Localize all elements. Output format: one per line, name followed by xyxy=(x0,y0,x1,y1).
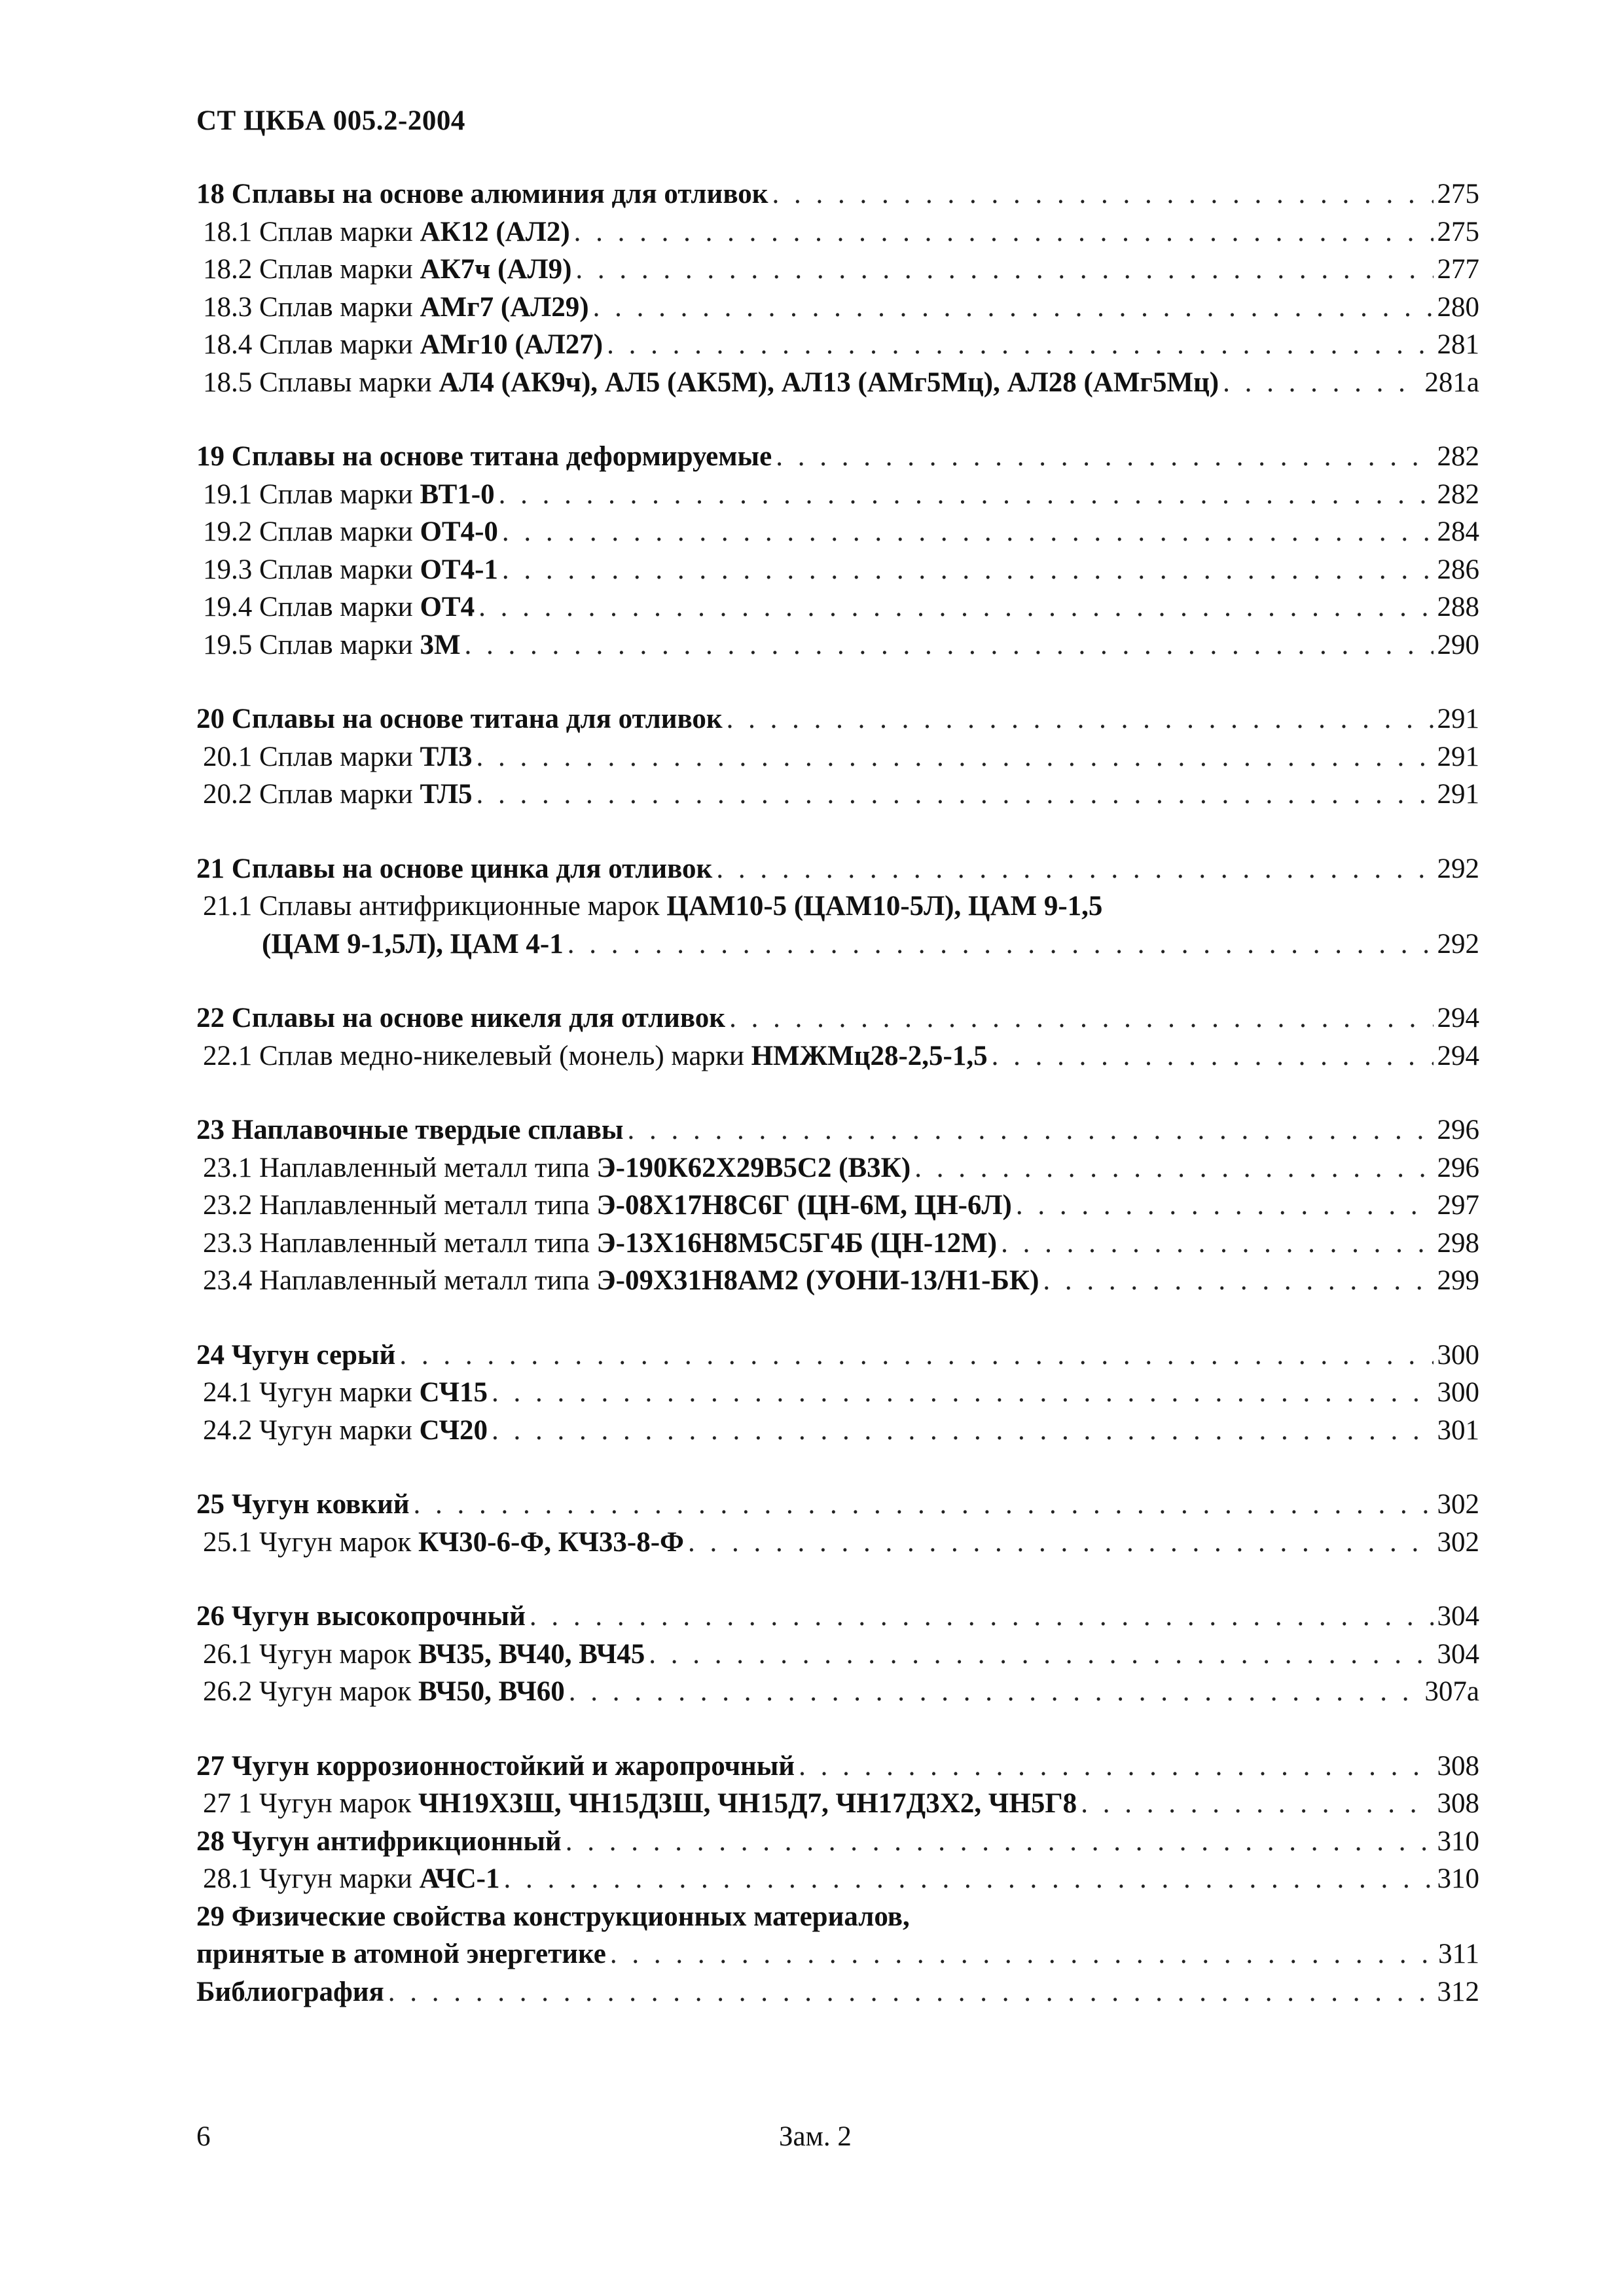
toc-page-number: 294 xyxy=(1437,1003,1479,1033)
toc-entry-title xyxy=(203,888,1102,925)
dot-leader xyxy=(503,1860,1433,1898)
toc-entry-title xyxy=(196,1598,526,1636)
dot-leader xyxy=(477,738,1434,776)
toc-page-number: 281 xyxy=(1437,329,1479,360)
toc-entry-prefix: 27 1 Чугун марок xyxy=(203,1788,418,1819)
toc-entry-prefix: 24.1 Чугун марки xyxy=(203,1377,420,1408)
toc-entry-prefix: 18.2 Сплав марки xyxy=(203,254,420,285)
toc-entry-title xyxy=(203,1374,488,1412)
toc-entry-title xyxy=(203,326,603,364)
toc-page-number: 304 xyxy=(1437,1638,1479,1670)
toc-entry-grade: Э-09Х31Н8АМ2 (УОНИ-13/Н1-БК) xyxy=(596,1265,1039,1296)
toc-entry xyxy=(196,588,1479,626)
toc-entry-prefix: 20.1 Сплав марки xyxy=(203,741,420,772)
document-code-header: СТ ЦКБА 005.2-2004 xyxy=(196,105,465,136)
toc-entry-prefix: 22.1 Сплав медно-никелевый (монель) марки xyxy=(203,1040,751,1071)
toc-page-number: 292 xyxy=(1437,853,1479,884)
toc-entry-title xyxy=(196,1935,606,1973)
toc-page-number: 282 xyxy=(1437,441,1479,472)
toc-entry xyxy=(196,1524,1479,1562)
toc-heading xyxy=(196,700,1479,738)
dot-leader xyxy=(575,251,1433,289)
toc-entry-prefix: 19.3 Сплав марки xyxy=(203,554,420,585)
toc-page-number: 308 xyxy=(1437,1788,1479,1819)
dot-leader xyxy=(727,700,1434,738)
toc-entry-prefix: 26.1 Чугун марок xyxy=(203,1638,418,1670)
dot-leader xyxy=(574,213,1434,251)
toc-entry xyxy=(196,888,1479,925)
dot-leader xyxy=(569,1673,1421,1711)
toc-page-number: 296 xyxy=(1437,1115,1479,1145)
toc-entry-grade: 19 Сплавы на основе титана деформируемые xyxy=(196,441,772,472)
toc-page-number: 299 xyxy=(1437,1265,1479,1296)
toc-entry-prefix: 23.1 Наплавленный металл типа xyxy=(203,1152,597,1183)
toc-entry-grade: АК7ч (АЛ9) xyxy=(420,254,572,285)
toc-entry-grade: ВЧ50, ВЧ60 xyxy=(418,1676,565,1707)
toc-entry-title xyxy=(196,175,768,213)
toc-entry xyxy=(196,738,1479,776)
toc-entry-title xyxy=(203,513,498,551)
toc-entry-grade: (ЦАМ 9-1,5Л), ЦАМ 4-1 xyxy=(262,928,564,960)
toc-entry-prefix: 26.2 Чугун марок xyxy=(203,1676,418,1707)
toc-entry-prefix: 19.5 Сплав марки xyxy=(203,629,420,660)
toc-entry xyxy=(196,1673,1479,1711)
toc-page-number: 300 xyxy=(1437,1339,1479,1371)
toc-heading xyxy=(196,1486,1479,1524)
toc-entry xyxy=(196,1187,1479,1225)
toc-entry-grade: 3М xyxy=(420,629,461,660)
toc-entry-title xyxy=(203,213,570,251)
toc-entry xyxy=(196,364,1479,402)
toc-entry xyxy=(196,326,1479,364)
toc-entry-grade: ЧН19Х3Ш, ЧН15Д3Ш, ЧН15Д7, ЧН17Д3Х2, ЧН5Г8 xyxy=(418,1788,1077,1819)
page-number: 6 xyxy=(196,2121,211,2152)
toc-section-g24 xyxy=(196,1336,1479,1450)
dot-leader xyxy=(716,850,1433,888)
toc-entry-prefix: 28.1 Чугун марки xyxy=(203,1863,420,1894)
toc-entry-grade: 21 Сплавы на основе цинка для отливок xyxy=(196,853,713,884)
toc-entry-grade: ВТ1-0 xyxy=(420,478,495,510)
toc-heading xyxy=(196,1598,1479,1636)
toc-section-g21 xyxy=(196,850,1479,963)
toc-entry-title xyxy=(196,1486,410,1524)
toc-entry-title xyxy=(203,1262,1039,1300)
toc-entry-grade: АЧС-1 xyxy=(419,1863,500,1894)
toc-entry-grade: НМЖМц28-2,5-1,5 xyxy=(751,1040,988,1071)
toc-entry-grade: 27 Чугун коррозионностойкий и жаропрочный xyxy=(196,1750,795,1782)
toc-page-number: 280 xyxy=(1437,291,1479,323)
toc-page-number: 291 xyxy=(1437,704,1479,734)
toc-entry xyxy=(196,1374,1479,1412)
toc-entry-prefix: 19.4 Сплав марки xyxy=(203,592,420,622)
toc-entry-title xyxy=(196,1748,795,1785)
toc-entry-grade: АМг7 (АЛ29) xyxy=(420,291,589,323)
toc-entry-title xyxy=(196,438,772,476)
toc-entry-title xyxy=(203,738,473,776)
dot-leader xyxy=(649,1636,1433,1674)
toc-entry-title xyxy=(196,1823,562,1861)
dot-leader xyxy=(729,999,1433,1037)
toc-entry-grade: 26 Чугун высокопрочный xyxy=(196,1601,526,1632)
toc-entry-grade: ЦАМ10-5 (ЦАМ10-5Л), ЦАМ 9-1,5 xyxy=(666,891,1103,922)
toc-entry-title xyxy=(203,1037,988,1075)
toc-entry-grade: 23 Наплавочные твердые сплавы xyxy=(196,1115,624,1145)
toc-section-g23 xyxy=(196,1111,1479,1300)
toc-entry-grade: 24 Чугун серый xyxy=(196,1339,396,1371)
toc-page-number: 291 xyxy=(1437,779,1479,810)
toc-entry xyxy=(196,925,1479,963)
toc-entry-title xyxy=(203,588,475,626)
toc-entry-title xyxy=(203,551,498,589)
toc-page-number: 302 xyxy=(1437,1489,1479,1520)
toc-heading xyxy=(196,1336,1479,1374)
dot-leader xyxy=(1016,1187,1434,1225)
toc-page-number: 282 xyxy=(1437,478,1479,510)
dot-leader xyxy=(1081,1785,1433,1823)
toc-page-number: 284 xyxy=(1437,516,1479,547)
dot-leader xyxy=(477,776,1434,814)
toc-entry-grade: ТЛ3 xyxy=(420,741,473,772)
toc-entry xyxy=(196,626,1479,664)
dot-leader xyxy=(465,626,1434,664)
toc-entry-prefix: 23.2 Наплавленный металл типа xyxy=(203,1190,597,1221)
toc-page-number: 312 xyxy=(1437,1976,1479,2007)
toc-page-number: 310 xyxy=(1437,1825,1479,1857)
toc-heading xyxy=(196,438,1479,476)
toc-entry-title xyxy=(203,289,589,327)
dot-leader xyxy=(414,1486,1434,1524)
toc-entry-grade: 29 Физические свойства конструкционных материалов, xyxy=(196,1901,910,1932)
toc-entry-title xyxy=(203,364,1219,402)
toc-entry-grade: КЧ30-6-Ф, КЧ33-8-Ф xyxy=(418,1526,684,1558)
toc-entry-prefix: 19.1 Сплав марки xyxy=(203,478,420,510)
toc-page-number: 297 xyxy=(1437,1190,1479,1221)
dot-leader xyxy=(478,588,1433,626)
toc-entry-grade: ОТ4-1 xyxy=(420,554,498,585)
dot-leader xyxy=(1223,364,1420,402)
dot-leader xyxy=(399,1336,1433,1374)
toc-entry-grade: ОТ4 xyxy=(420,592,475,622)
toc-entry-prefix: 24.2 Чугун марки xyxy=(203,1414,420,1446)
toc-page-number: 290 xyxy=(1437,629,1479,660)
toc-entry xyxy=(196,1149,1479,1187)
toc-entry-grade: СЧ15 xyxy=(419,1377,488,1408)
dot-leader xyxy=(502,551,1434,589)
toc-page-number: 307а xyxy=(1424,1676,1479,1707)
dot-leader xyxy=(688,1524,1434,1562)
toc-entry-title xyxy=(203,1149,911,1187)
toc-entry-prefix: 18.3 Сплав марки xyxy=(203,291,420,323)
revision-note: Зам. 2 xyxy=(779,2121,852,2152)
toc-page-number: 310 xyxy=(1437,1863,1479,1894)
toc-section-g18 xyxy=(196,175,1479,401)
toc-entry-title xyxy=(196,850,712,888)
toc-page-number: 301 xyxy=(1437,1414,1479,1446)
toc-page-number: 294 xyxy=(1437,1040,1479,1071)
toc-entry-title xyxy=(196,1898,910,1936)
dot-leader xyxy=(772,175,1434,213)
toc-heading xyxy=(196,1898,1479,1936)
toc-entry-title xyxy=(196,1111,624,1149)
toc-page-number: 302 xyxy=(1437,1526,1479,1558)
toc-page-number: 292 xyxy=(1437,928,1479,960)
dot-leader xyxy=(1043,1262,1433,1300)
toc-entry-grade: АК12 (АЛ2) xyxy=(420,216,570,247)
dot-leader xyxy=(776,438,1433,476)
toc-entry-title xyxy=(203,1860,499,1898)
dot-leader xyxy=(530,1598,1434,1636)
toc-page-number: 291 xyxy=(1437,741,1479,772)
toc-entry xyxy=(196,251,1479,289)
toc-entry-title xyxy=(203,1785,1077,1823)
toc-entry-grade: Библиография xyxy=(196,1976,384,2007)
dot-leader xyxy=(610,1935,1434,1973)
toc-section-g26 xyxy=(196,1598,1479,1711)
toc-heading xyxy=(196,1973,1479,2011)
toc-page-number: 300 xyxy=(1437,1377,1479,1408)
toc-entry xyxy=(196,213,1479,251)
toc-section-g27 xyxy=(196,1748,1479,2011)
toc-entry-grade: 18 Сплавы на основе алюминия для отливок xyxy=(196,179,768,209)
toc-entry-prefix: 20.2 Сплав марки xyxy=(203,779,420,810)
toc-entry xyxy=(196,513,1479,551)
dot-leader xyxy=(492,1374,1433,1412)
toc-entry-grade: 28 Чугун антифрикционный xyxy=(196,1825,562,1857)
toc-entry-prefix: 19.2 Сплав марки xyxy=(203,516,420,547)
toc-entry xyxy=(196,289,1479,327)
toc-entry-title xyxy=(196,1336,395,1374)
toc-entry-prefix: 18.5 Сплавы марки xyxy=(203,367,439,398)
toc-entry-title xyxy=(196,1973,384,2011)
toc-entry-title xyxy=(203,626,461,664)
toc-entry-title xyxy=(203,1412,488,1450)
toc-heading xyxy=(196,999,1479,1037)
toc-entry-title xyxy=(203,1673,565,1711)
toc-section-g20 xyxy=(196,700,1479,814)
dot-leader xyxy=(1001,1225,1433,1263)
toc-section-g25 xyxy=(196,1486,1479,1561)
toc-page-number: 286 xyxy=(1437,554,1479,585)
dot-leader xyxy=(566,1823,1434,1861)
toc-entry xyxy=(196,551,1479,589)
dot-leader xyxy=(992,1037,1434,1075)
dot-leader xyxy=(499,476,1434,514)
toc-entry-grade: АМг10 (АЛ27) xyxy=(420,329,604,360)
toc-section-g19 xyxy=(196,438,1479,664)
dot-leader xyxy=(593,289,1434,327)
toc-entry-grade: принятые в атомной энергетике xyxy=(196,1939,606,1969)
dot-leader xyxy=(799,1748,1433,1785)
toc-heading xyxy=(196,1935,1479,1973)
toc-entry xyxy=(196,1037,1479,1075)
toc-entry-title xyxy=(203,251,571,289)
toc-entry-title xyxy=(196,700,723,738)
toc-heading xyxy=(196,1748,1479,1785)
toc-entry-title xyxy=(203,1636,645,1674)
toc-page-number: 281а xyxy=(1424,367,1479,398)
toc-entry-grade: 25 Чугун ковкий xyxy=(196,1489,410,1520)
toc-entry-grade: АЛ4 (АК9ч), АЛ5 (АК5М), АЛ13 (АМг5Мц), АЛ28 (АМг5Мц) xyxy=(439,367,1219,398)
toc-entry-title xyxy=(203,1187,1012,1225)
dot-leader xyxy=(388,1973,1434,2011)
toc-entry-title xyxy=(203,476,495,514)
toc-entry-title xyxy=(203,776,473,814)
toc-page-number: 311 xyxy=(1438,1939,1479,1969)
toc-entry-grade: ТЛ5 xyxy=(420,779,473,810)
toc-entry-prefix: 23.4 Наплавленный металл типа xyxy=(203,1265,597,1296)
toc-page-number: 298 xyxy=(1437,1227,1479,1259)
toc-entry xyxy=(196,1412,1479,1450)
toc-entry-title xyxy=(262,925,564,963)
toc-page-number: 308 xyxy=(1437,1750,1479,1782)
toc-entry xyxy=(196,476,1479,514)
toc-entry-grade: 22 Сплавы на основе никеля для отливок xyxy=(196,1003,726,1033)
toc-entry xyxy=(196,1225,1479,1263)
toc-entry-prefix: 23.3 Наплавленный металл типа xyxy=(203,1227,597,1259)
toc-entry-prefix: 18.4 Сплав марки xyxy=(203,329,420,360)
toc-heading xyxy=(196,850,1479,888)
toc-entry-grade: СЧ20 xyxy=(419,1414,488,1446)
table-of-contents xyxy=(196,175,1479,2011)
toc-heading xyxy=(196,1111,1479,1149)
toc-entry-title xyxy=(203,1524,684,1562)
toc-section-g22 xyxy=(196,999,1479,1075)
toc-entry-grade: ВЧ35, ВЧ40, ВЧ45 xyxy=(418,1638,645,1670)
toc-entry-prefix: 21.1 Сплавы антифрикционные марок xyxy=(203,891,667,922)
toc-entry-grade: ОТ4-0 xyxy=(420,516,498,547)
toc-entry-prefix: 25.1 Чугун марок xyxy=(203,1526,418,1558)
toc-page-number: 277 xyxy=(1437,254,1479,285)
dot-leader xyxy=(607,326,1433,364)
toc-entry xyxy=(196,1785,1479,1823)
toc-page-number: 275 xyxy=(1437,179,1479,209)
dot-leader xyxy=(914,1149,1433,1187)
toc-entry xyxy=(196,1262,1479,1300)
dot-leader xyxy=(502,513,1434,551)
toc-entry-grade: 20 Сплавы на основе титана для отливок xyxy=(196,704,723,734)
toc-heading xyxy=(196,1823,1479,1861)
toc-entry-grade: Э-08Х17Н8С6Г (ЦН-6М, ЦН-6Л) xyxy=(596,1190,1012,1221)
dot-leader xyxy=(628,1111,1434,1149)
toc-entry xyxy=(196,776,1479,814)
toc-entry xyxy=(196,1860,1479,1898)
toc-entry-title xyxy=(203,1225,997,1263)
toc-page-number: 275 xyxy=(1437,216,1479,247)
toc-page-number: 304 xyxy=(1437,1601,1479,1632)
dot-leader xyxy=(492,1412,1433,1450)
toc-entry-prefix: 18.1 Сплав марки xyxy=(203,216,420,247)
toc-page-number: 296 xyxy=(1437,1152,1479,1183)
toc-entry-grade: Э-13Х16Н8М5С5Г4Б (ЦН-12М) xyxy=(596,1227,998,1259)
toc-entry xyxy=(196,1636,1479,1674)
toc-page-number: 288 xyxy=(1437,592,1479,622)
toc-entry-title xyxy=(196,999,725,1037)
toc-entry-grade: Э-190К62Х29В5С2 (В3К) xyxy=(596,1152,911,1183)
toc-heading xyxy=(196,175,1479,213)
dot-leader xyxy=(568,925,1434,963)
